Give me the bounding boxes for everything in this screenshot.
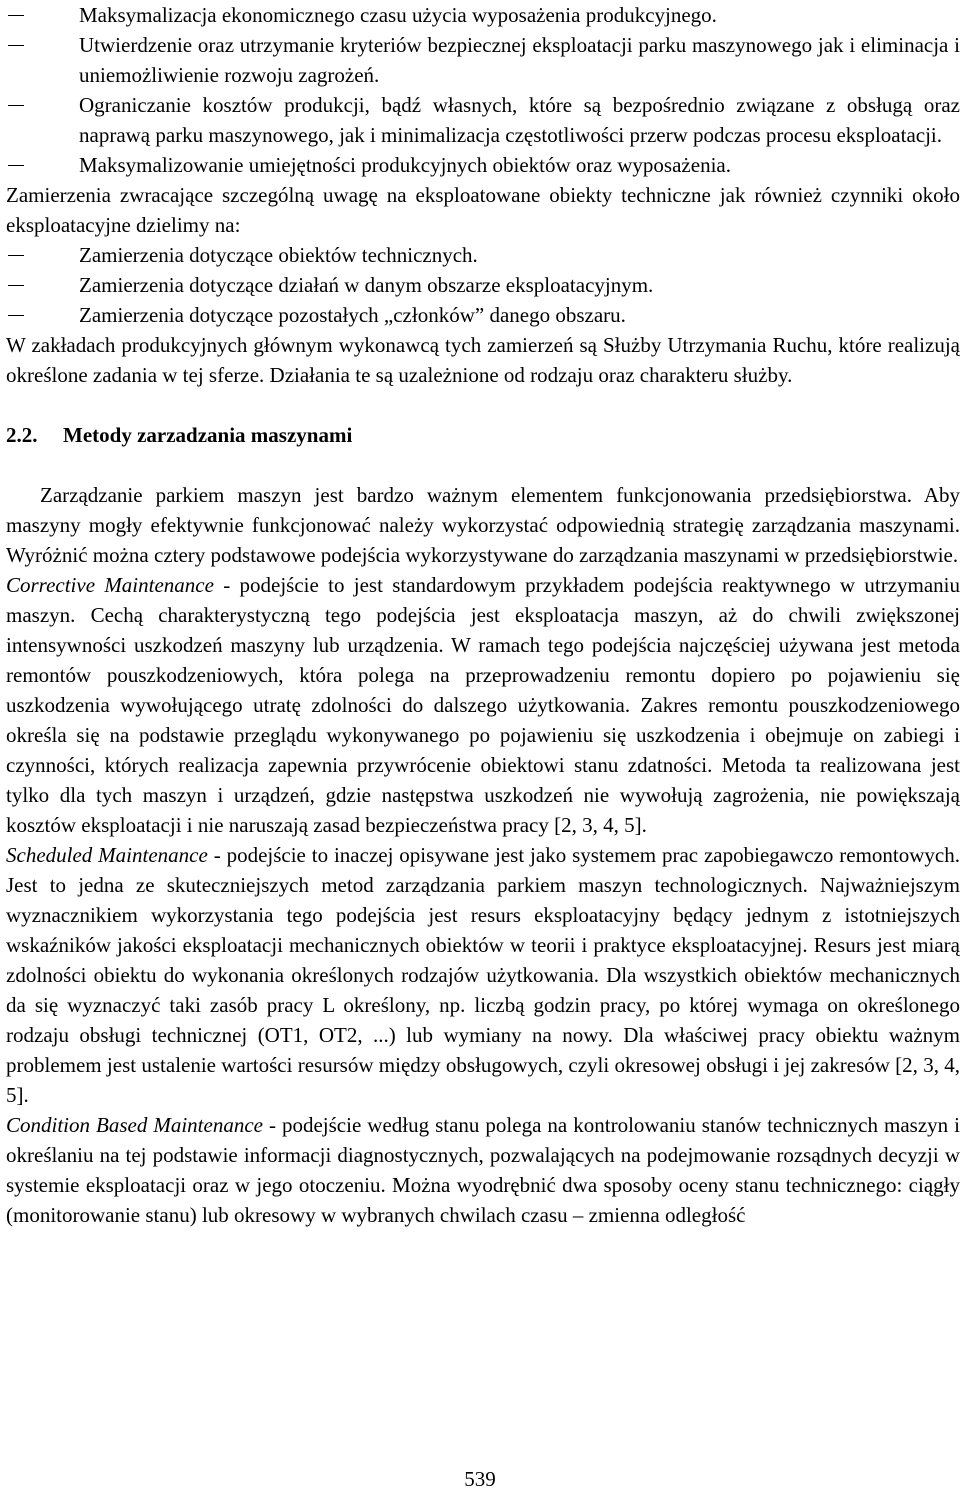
term-condition: Condition Based Maintenance [6, 1113, 263, 1137]
section-heading [6, 420, 960, 450]
list-item-text: Zamierzenia dotyczące działań w danym obszarze eksploatacyjnym. [79, 273, 654, 297]
corrective-text: - podejście to jest standardowym przykładem podejścia reaktywnego w utrzymaniu maszyn. Cechą charakterystyczną tego podejścia jest eksploatacja maszyn, aż do chwili zwiększonej intensywności uszkodzeń maszyny lub urządzenia. W ramach tego podejścia najczęściej używana jest metoda remontów pouszkodzeniowych, która polega na przeprowadzeniu remontu dopiero po pojawieniu się uszkodzenia wywołującego utratę zdolności do dalszego użytkowania. Zakres remontu pouszkodzeniowego określa się na podstawie przeglądu wykonywanego po pojawieniu się uszkodzenia i obejmuje on zabiegi i czynności, których realizacja zapewnia przywrócenie obiektowi stanu zdatności. Metoda ta realizowana jest tylko dla tych maszyn i urządzeń, gdzie następstwa uszkodzeń nie wywołują zagrożenia, nie powiększają kosztów eksploatacji i nie naruszają zasad bezpieczeństwa pracy [2, 3, 4, 5]. [6, 573, 960, 837]
section-number: 2.2. [6, 423, 38, 447]
paragraph-services: W zakładach produkcyjnych głównym wykonawcą tych zamierzeń są Służby Utrzymania Ruchu, które realizują określone zadania w tej sferze. Działania te są uzależnione od rodzaju oraz charakteru służby. [6, 333, 960, 387]
list-item [6, 270, 960, 300]
term-corrective: Corrective Maintenance [6, 573, 214, 597]
list-item [6, 0, 960, 30]
list-item [6, 150, 960, 180]
paragraph-condition [6, 1110, 960, 1230]
list-item-text: Maksymalizacja ekonomicznego czasu użycia wyposażenia produkcyjnego. [79, 3, 717, 27]
list-item [6, 240, 960, 270]
paragraph-intro: Zarządzanie parkiem maszyn jest bardzo ważnym elementem funkcjonowania przedsiębiorstwa. Aby maszyny mogły efektywnie funkcjonować należy wykorzystać odpowiednią strategię zarządzania maszynami. Wyróżnić można cztery podstawowe podejścia wykorzystywane do zarządzania maszynami w przedsiębiorstwie. [6, 483, 960, 567]
list-item [6, 300, 960, 330]
condition-text: - podejście według stanu polega na kontrolowaniu stanów technicznych maszyn i określaniu na tej podstawie informacji diagnostycznych, pozwalających na podejmowanie rozsądnych decyzji w systemie eksploatacji oraz w jego otoczeniu. Można wyodrębnić dwa sposoby oceny stanu technicznego: ciągły (monitorowanie stanu) lub okresowy w wybranych chwilach czasu – zmienna odległość [6, 1113, 960, 1227]
paragraph-intentions: Zamierzenia zwracające szczególną uwagę na eksploatowane obiekty techniczne jak również czynniki około eksploatacyjne dzielimy na: [6, 183, 960, 237]
list-item-text: Utwierdzenie oraz utrzymanie kryteriów bezpiecznej eksploatacji parku maszynowego jak i eliminacja i uniemożliwienie rozwoju zagrożeń. [79, 33, 960, 87]
paragraph-scheduled [6, 840, 960, 1110]
scheduled-text: - podejście to inaczej opisywane jest jako systemem prac zapobiegawczo remontowych. Jest to jedna ze skuteczniejszych metod zarządzania parkiem maszyn technologicznych. Najważniejszym wyznacznikiem wykorzystania tego podejścia jest resurs eksploatacyjny będący jednym z istotniejszych wskaźników jakości eksploatacji mechanicznych obiektów w teorii i praktyce eksploatacyjnej. Resurs jest miarą zdolności obiektu do wykonania określonych rodzajów użytkowania. Dla wszystkich obiektów mechanicznych da się wyznaczyć taki zasób pracy L określony, np. liczbą godzin pracy, po której wymaga on określonego rodzaju obsługi technicznej (OT1, OT2, ...) lub wymiany na nowy. Dla właściwej pracy obiektu ważnym problemem jest ustalenie wartości resursów między obsługowych, czyli okresowej obsługi i jej zakresów [2, 3, 4, 5]. [6, 843, 960, 1107]
list-item [6, 90, 960, 150]
list-item-text: Ograniczanie kosztów produkcji, bądź własnych, które są bezpośrednio związane z obsługą oraz naprawą parku maszynowego, jak i minimalizacja częstotliwości przerw podczas procesu eksploatacji. [79, 93, 960, 147]
list-item [6, 30, 960, 90]
list-item-text: Zamierzenia dotyczące pozostałych „członków” danego obszaru. [79, 303, 626, 327]
paragraph-corrective [6, 570, 960, 840]
term-scheduled: Scheduled Maintenance [6, 843, 208, 867]
document-page [6, 0, 960, 1230]
list-item-text: Zamierzenia dotyczące obiektów technicznych. [79, 243, 478, 267]
list-item-text: Maksymalizowanie umiejętności produkcyjnych obiektów oraz wyposażenia. [79, 153, 731, 177]
section-title: Metody zarzadzania maszynami [63, 423, 353, 447]
page-number: 539 [464, 1467, 496, 1491]
